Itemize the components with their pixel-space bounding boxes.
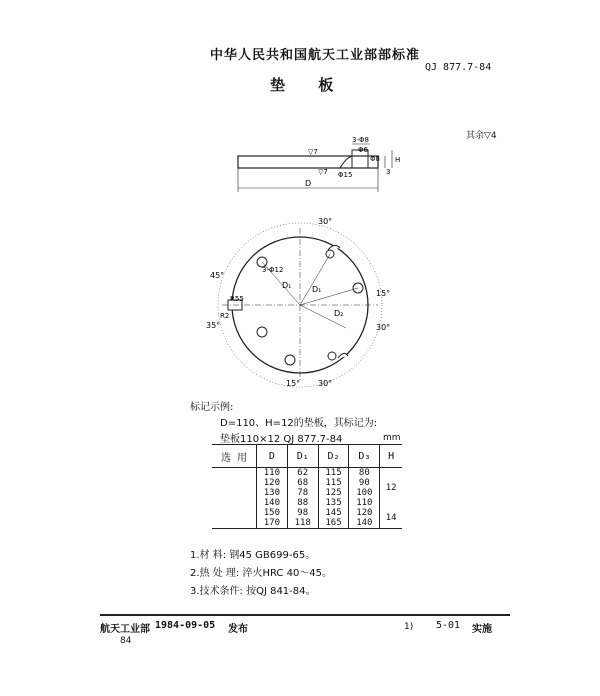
col-D1: D₁ <box>287 445 318 468</box>
bolt-hole-3 <box>257 327 267 337</box>
table-row: 110 62 115 80 12 <box>212 468 402 479</box>
issue-label: 发布 <box>228 624 248 635</box>
standard-number: QJ 877.7-84 <box>425 62 492 73</box>
marking-line-2: 垫板110×12 QJ 877.7-84 <box>220 434 343 445</box>
page-title: 垫 板 <box>270 76 348 94</box>
col-D: D <box>257 445 288 468</box>
side-view-drawing <box>220 130 420 200</box>
angle-30-right: 30° <box>376 323 391 332</box>
plan-view-drawing <box>200 210 400 395</box>
angle-30-bottom: 30° <box>318 379 333 388</box>
angle-15-right: 15° <box>376 289 391 298</box>
unit-label: mm <box>383 433 401 443</box>
issue-date: 1984-09-05 <box>155 620 216 631</box>
table-row: 170 118 165 140 <box>212 518 402 528</box>
hole-label: 3-Φ8 <box>352 136 369 144</box>
rough-label-1: ▽7 <box>308 148 318 156</box>
footer-mark: 1) <box>404 622 414 632</box>
dim-D2: D₂ <box>334 309 344 318</box>
dim-D1-a: D₁ <box>282 281 292 290</box>
dimension-table <box>212 444 402 529</box>
marking-heading: 标记示例: <box>190 402 234 413</box>
dim-3-label: 3 <box>386 168 391 176</box>
angle-30-top: 30° <box>318 217 333 226</box>
diam8-label: Φ8 <box>370 155 380 163</box>
h-value-14: 14 <box>380 508 402 528</box>
h-value-12: 12 <box>380 468 402 509</box>
implementation-label: 实施 <box>472 624 492 635</box>
col-H: H <box>380 445 402 468</box>
col-select: 选 用 <box>212 445 257 468</box>
table-row: 130 78 125 100 <box>212 488 402 498</box>
angle-15-bottom: 15° <box>286 379 301 388</box>
roughness-note: 其余▽4 <box>466 131 497 141</box>
footer-rule <box>100 614 510 616</box>
table-row: 140 88 135 110 <box>212 498 402 508</box>
marking-line-1: D=110、H=12的垫板，其标记为: <box>220 418 378 429</box>
col-D3: D₃ <box>349 445 380 468</box>
dim-H-label: H <box>395 156 401 164</box>
note-material: 1.材 料: 钢45 GB699-65。 <box>190 550 316 561</box>
note-technical: 3.技术条件: 按QJ 841-84。 <box>190 586 316 597</box>
hole-curve <box>340 156 352 168</box>
note-heat-treatment: 2.热 处 理: 淬火HRC 40～45。 <box>190 568 333 579</box>
dim-D-label: D <box>305 179 312 188</box>
table-row: 120 68 115 90 <box>212 478 402 488</box>
counterbore-label: Φ6 <box>358 146 368 154</box>
dim-D1-b: D₁ <box>312 285 322 294</box>
col-D2: D₂ <box>318 445 349 468</box>
diam15-label: Φ15 <box>338 171 353 179</box>
rough-label-2: ▽7 <box>318 168 328 176</box>
holes-label: 3-Φ12 <box>262 266 284 274</box>
bolt-hole-6 <box>328 352 336 360</box>
issuer: 航天工业部 <box>100 624 150 635</box>
standard-org-title: 中华人民共和国航天工业部部标准 <box>210 48 421 63</box>
page-number: 84 <box>120 636 132 646</box>
radius-55: R55 <box>230 295 244 303</box>
plate-section <box>238 156 378 168</box>
table-row: 150 98 145 120 14 <box>212 508 402 518</box>
angle-35: 35° <box>206 321 221 330</box>
angle-45: 45° <box>210 271 225 280</box>
implementation-date: 5-01 <box>436 620 461 631</box>
radius-2: R2 <box>220 312 230 320</box>
bolt-hole-4 <box>285 355 295 365</box>
